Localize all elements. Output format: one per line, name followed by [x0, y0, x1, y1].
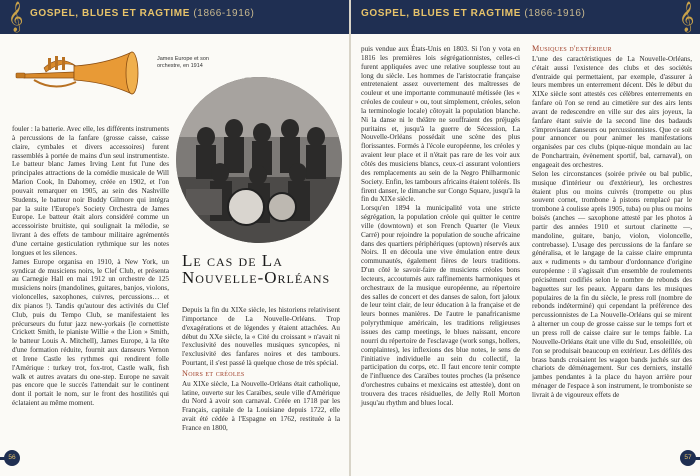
paragraph: Depuis la fin du XIXe siècle, les historiens relativisent l'importance de La Nouvelle-Orléans. Trop d'exagérations et de légendes y étaient attachées. Au début du XXe siècle, la « Cité du croissant » n'avait ni l'exclusivité des nouvelles musiques syncopées, ni l'exclusivité des fanfares noires et des tambours. Pourtant, il s'est passé là quelque chose de très spécial.	[182, 306, 340, 368]
left-page	[0, 0, 349, 476]
right-running-years: (1866-1916)	[524, 8, 586, 19]
treble-clef-icon: 𝄞	[8, 2, 24, 32]
left-column-1	[12, 125, 169, 408]
paragraph: Lorsqu'en 1894 la municipalité vota une stricte ségrégation, la population créole qui quitter le centre ville (downtown) et son French Quarter (le Vieux Carré) pour rejoindre la population de souche africaine dans des quartiers périphériques (uptown) réservés aux Noirs. Il en découla une vive émulation entre deux communautés, également fières de leurs traditions. D'un côté le savoir-faire de musiciens créoles bons lecteurs, accoutumés aux raffinements harmoniques et orchestraux de la musique européenne, au répertoire des salles de concert et des danses de salon, fort jaloux de leur teint clair, de leur éducation à la française et de leurs bonnes manières. De l'autre le panafricanisme polyrythmique américain, les traditions religieuses issues des camp meetings, le blues naissant, encore nourri du répertoire de l'esclavage (work songs, hollers, complaintes), les inflexions des blue notes, le sens de l'initiative individuelle au sein du collectif, la participation du corps, etc. Il faut encore tenir compte de l'influence des Caraïbes toutes proches (la présence d'orchestres cubains et mexicains est attestée), dont on trouvera des traces résiduelles, de Jelly Roll Morton jusqu'au rhythm and blues local.	[361, 204, 520, 407]
photo-caption: James Europe et son orchestre, en 1914	[157, 56, 209, 69]
trumpet-icon	[14, 44, 159, 96]
paragraph: Selon les circonstances (soirée privée ou bal public, musique d'intérieur ou d'extérieur), les orchestres étaient plus ou moins cuivrés (trompette ou plus souvent cornet, trombone à pistons remplacé par le trombone à coulisse après 1905, tuba) ou plus ou moins boisés (anches — saxophone attesté par les photos à partir des années 1910 et surtout clarinette —, mandoline, guitare, banjo, violon, violoncelle, contrebasse). L'usage des percussions de la fanfare se généralisa, et le langage de la caisse claire emprunta aux « rudiments » du tambour d'ordonnance d'origine européenne : il s'agissait d'un ensemble de roulements précisément codifiés selon le nombre de rebonds des baguettes sur les peaux. Apparu dans les musiques populaires de la fin du siècle, le press roll (nombre de rebonds indéterminé) qui cependant la préférence des percussionnistes de La Nouvelle-Orléans qui se mirent à alterner un coup de grosse caisse sur le temps fort et un press roll de caisse claire sur le temps faible. La Nouvelle-Orléans était une ville du Sud, ensoleillée, où l'on se produisait beaucoup en extérieur. Les défilés des brass bands croisaient les wagon bands juchés sur des chariots de déménagement. Sur ces derniers, installé jambes pendantes à la place du hayon arrière pour ménager de l'espace à son instrument, le tromboniste se livrait à de vigoureux effets de	[532, 169, 692, 399]
page-number: 57	[680, 450, 696, 466]
subheading: Musiques d'extérieur	[532, 44, 612, 53]
paragraph: Au XIXe siècle, La Nouvelle-Orléans était catholique, latine, ouverte sur les Caraïbes, seule ville d'Amérique du Nord à avoir son carnaval. Créée en 1718 par les Français, capitale de la Louisiane depuis 1722, elle avait été cédée à l'Espagne en 1762, restituée à la France en 1800,	[182, 379, 340, 432]
right-running-head	[361, 8, 585, 19]
paragraph: L'une des caractéristiques de La Nouvelle-Orléans, c'était aussi l'existence des clubs et des sociétés d'entraide qui permettaient, par exemple, d'assurer à leurs membres un enterrement décent. Dès le début du XIXe siècle sont attestés ces célèbres enterrements en fanfare où l'on se rend au cimetière sur des airs lents avant de redescendre en ville sur des airs joyeux, la fanfare étant suivie de la second line des badauds s'improvisant danseurs ou percussionnistes. Que ce soit pour annoncer ou pour animer les manifestations organisées par ces clubs (pique-nique mondain au lac de Ponchartrain, évènement sportif, bal, carnaval), on engageait des orchestres.	[532, 54, 692, 169]
right-column-1	[361, 45, 520, 408]
treble-clef-icon: 𝄞	[679, 2, 695, 32]
left-column-2	[182, 306, 340, 433]
paragraph: fouler : la batterie. Avec elle, les différents instruments à percussions de la fanfare (grosse caisse, caisse claire, cymbales et divers accessoires) furent rassemblés à portée de mains d'un seul instrumentiste. Le batteur blanc James Irving Lent fut l'une des principales attractions de la comédie musicale de Will Marion Cook, In Dahomey, créée en 1902, et l'on pouvait remarquer en 1905, au sein des Nashville Students, le batteur noir Buddy Gilmore qui intégra par la suite l'Europe's Society Orchestra de James Europe. Le batteur était alors considéré comme un accessoiriste bruitiste, qui soulignait la mélodie, se livrant à des effets de tambour militaire agrémentés d'une certaine gesticulation rythmique sur les notes longues et les silences.	[12, 125, 169, 257]
right-running-title: GOSPEL, BLUES ET RAGTIME	[361, 8, 521, 19]
paragraph: puis vendue aux États-Unis en 1803. Si l'on y vota en 1816 les premières lois ségrégationnistes, celles-ci furent appliquées avec une relative souplesse tout au long du siècle. Les hommes de l'aristocratie française entretenaient assez ouvertement des maîtresses de couleur et une importante communauté métissée (les « créoles de couleur » ou, tout simplement, créoles, selon la terminologie locale) côtoyait la population blanche. Ni la danse ni le théâtre ne souffraient des préjugés puritains et, jusqu'à la guerre de Sécession, La Nouvelle-Orléans possédait une scène des plus florissantes. Formés à l'école européenne, les créoles y avaient leur place et il n'était pas rare de les voir aux côtés des musiciens blancs, ceux-ci assurant volontiers des remplacements au sein de la Negro Philharmonic Society. Enfin, les tambours africains étaient tolérés. Ils firent danser, le dimanche sur Congo Square, jusqu'à la fin du XIXe siècle.	[361, 45, 520, 204]
left-header-band	[0, 0, 349, 34]
left-running-years: (1866-1916)	[193, 8, 255, 19]
left-running-title: GOSPEL, BLUES ET RAGTIME	[30, 8, 190, 19]
left-running-head	[30, 8, 254, 19]
orchestra-photo	[176, 77, 342, 243]
right-header-band	[351, 0, 700, 34]
subheading: Noirs et créoles	[182, 368, 245, 378]
orchestra-photo-image	[176, 77, 342, 243]
right-column-2	[532, 45, 692, 400]
page-number: 56	[4, 450, 20, 466]
right-page	[351, 0, 700, 476]
paragraph: James Europe organisa en 1910, à New York, un syndicat de musiciens noirs, le Clef Club, et présenta au Carnegie Hall en mai 1912 un orchestre de 125 musiciens noirs (mandolines, guitares, banjos, violons, violoncelles, saxophones, cuivres, percussions… et dix pianos !). Tandis qu'autour des activités du Clef Club, puis du Tempo Club, se manifestaient les précurseurs du futur jazz new-yorkais (le cornettiste Crickett Smith, le pianiste Willie « the Lion » Smith, le batteur Louis A. Mitchell), James Europe, à la tête d'une formation réduite, fournit aux danseurs Vernon et Irene Castle les rythmes qui rendirent folle l'Amérique : turkey trot, fox-trot, Castle walk, fish walk et autres avatars du one-step. Europe ne savait pas encore que le succès l'attendait sur le continent dont il portait le nom, sur le front des hostilités qui éclataient au même moment.	[12, 257, 169, 408]
section-title: Le cas de La Nouvelle-Orléans	[182, 251, 331, 287]
